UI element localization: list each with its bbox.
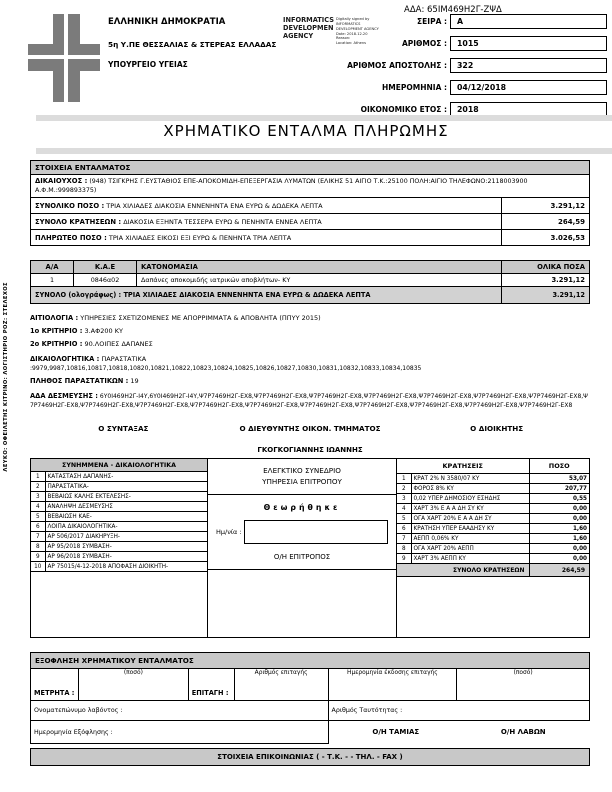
warrant-data-table [30, 160, 590, 246]
col-header-index: Α/Α [31, 261, 74, 274]
deductions-title: ΚΡΑΤΗΣΕΙΣ [397, 459, 529, 474]
field-value-box: 2018 [450, 102, 607, 117]
org-health-region: 5η Υ.ΠΕ ΘΕΣΣΑΛΙΑΣ & ΣΤΕΡΕΑΣ ΕΛΛΑΔΑΣ [108, 40, 277, 49]
field-label: ΑΡΙΘΜΟΣ ΑΠΟΣΤΟΛΗΣ : [347, 60, 447, 70]
beneficiary-text: (948) ΤΣΙΓΚΡΗΣ Γ.ΕΥΣΤΑΘΙΟΣ ΕΠΕ-ΑΠΟΚΟΜΙΔΗ-ΕΠΕΞΕΡΓΑΣΙΑ ΛΥΜΑΤΩΝ (ΕΛΙΚΗΣ 51 ΑΙΓΙΟ Τ.Κ.:25100 ΠΟΛΗ:ΑΙΓΙΟ ΤΗΛΕΦΩΝΟ:2118003900 Α.Φ.Μ.:999893375) [35, 178, 528, 194]
deductions-table [397, 459, 589, 577]
cash-label: ΜΕΤΡΗΤΑ : [31, 669, 79, 701]
attachment-text: ΒΕΒΑΙΩΣΗ ΚΑΕ- [45, 512, 207, 522]
attachment-row [31, 502, 207, 512]
field-value-box: 322 [450, 58, 607, 73]
signatures-row [30, 424, 590, 454]
deduction-row [397, 494, 589, 504]
deduction-text: ΦΟΡΟΣ 8% ΚΥ [411, 484, 529, 494]
deduction-amount: 0,00 [529, 544, 589, 554]
attachment-row [31, 562, 207, 572]
field-value-box: 1015 [450, 36, 607, 51]
kae-total-label: ΣΥΝΟΛΟ (ολογράφως) : [35, 291, 122, 299]
attachment-num: 8 [31, 542, 45, 552]
field-label: ΗΜΕΡΟΜΗΝΙΑ : [382, 82, 447, 92]
total-amount-row [31, 198, 590, 214]
criterion1-line [30, 327, 590, 335]
criterion2-line [30, 340, 590, 348]
attachment-num: 1 [31, 472, 45, 482]
cashier-label: Ο/Η ΤΑΜΙΑΣ [372, 728, 420, 737]
deduction-amount: 0,00 [529, 504, 589, 514]
deduction-row [397, 514, 589, 524]
field-label: ΣΕΙΡΑ : [417, 16, 447, 26]
details-block [30, 314, 590, 410]
kae-row [31, 274, 590, 287]
attachment-num: 4 [31, 502, 45, 512]
audit-header [208, 459, 396, 495]
attachments-column [31, 459, 208, 637]
attachment-text: ΑΡ 95/2018 ΣΥΜΒΑΣΗ- [45, 542, 207, 552]
row-text: ΤΡΙΑ ΧΙΛΙΑΔΕΣ ΔΙΑΚΟΣΙΑ ΕΝΝΕΝΗΝΤΑ ΕΝΑ ΕΥΡΩ & ΔΩΔΕΚΑ ΛΕΠΤΑ [106, 201, 323, 210]
settlement-section [30, 652, 590, 744]
org-republic: ΕΛΛΗΝΙΚΗ ΔΗΜΟΚΡΑΤΙΑ [108, 17, 226, 27]
cheque-amount-cell: (ποσό) [457, 669, 590, 701]
deduction-num: 8 [397, 544, 411, 554]
field-value-box: Α [450, 14, 607, 29]
deduction-text: ΟΓΑ ΧΑΡΤ 20% Ε Α Α ΔΗ ΣΥ [411, 514, 529, 524]
settlement-row-3 [31, 721, 590, 744]
deduction-text: ΧΑΡΤ 3% Ε Α Α ΔΗ ΣΥ ΚΥ [411, 504, 529, 514]
attachment-text: ΠΑΡΑΣΤΑΤΙΚΑ- [45, 482, 207, 492]
attachment-num: 7 [31, 532, 45, 542]
commit-text: 6Υ0Ι469Η2Γ-Ι4Υ,6Υ0Ι469Η2Γ-Ι4Υ,Ψ7Ρ7469Η2Γ-ΕΧ8,Ψ7Ρ7469Η2Γ-ΕΧ8,Ψ7Ρ7469Η2Γ-ΕΧ8,Ψ7Ρ7469Η2Γ-ΕΧ8,Ψ7Ρ7469Η2Γ-ΕΧ8,Ψ7Ρ7469Η2Γ-ΕΧ8,Ψ7Ρ7469Η2Γ-ΕΧ8,Ψ7Ρ7469Η2Γ-ΕΧ8,Ψ7Ρ7469Η2Γ-ΕΧ8,Ψ7Ρ7469Η2Γ-ΕΧ8,Ψ7Ρ7469Η2Γ-ΕΧ8,Ψ7Ρ7469Η2Γ-ΕΧ8,Ψ7Ρ7469Η2Γ-ΕΧ8,Ψ7Ρ7469Η2Γ-ΕΧ8,Ψ7Ρ7469Η2Γ-ΕΧ8,Ψ7Ρ7469Η2Γ-ΕΧ8,Ψ7Ρ7469Η2Γ-ΕΧ8 [30, 393, 588, 409]
row-label: ΣΥΝΟΛΙΚΟ ΠΟΣΟ : [35, 201, 105, 210]
approved-stamp-text: Θεωρήθηκε [263, 502, 341, 512]
row-amount: 3.026,53 [502, 230, 590, 246]
docs-label: ΔΙΚΑΙΟΛΟΓΗΤΙΚΑ : [30, 355, 100, 363]
deduction-row [397, 544, 589, 554]
deduction-row [397, 554, 589, 564]
audit-body [208, 495, 396, 570]
stamp-small-line: Digitally signed by [335, 17, 370, 21]
attachments-title: ΣΥΝΗΜΜΕΝΑ - ΔΙΚΑΙΟΛΟΓΗΤΙΚΑ [31, 459, 207, 472]
deduction-amount: 0,55 [529, 494, 589, 504]
deductions-amount-header: ΠΟΣΟ [529, 459, 589, 474]
field-dispatch-number [267, 57, 607, 73]
kae-row-code: 0846α02 [74, 274, 137, 287]
criterion2-label: 2ο ΚΡΙΤΗΡΙΟ : [30, 340, 83, 348]
payable-amount-row [31, 230, 590, 246]
deductions-total-row [397, 564, 589, 577]
reason-text: ΥΠΗΡΕΣΙΕΣ ΣΧΕΤΙΖΟΜΕΝΕΣ ΜΕ ΑΠΟΡΡΙΜΜΑΤΑ & ΑΠΟΒΛΗΤΑ (ΠΠΥΥ 2015) [80, 314, 321, 322]
kae-row-name: Δαπάνες αποκομιδής ιατρικών αποβλήτων- ΚΥ [137, 274, 502, 287]
deduction-row [397, 484, 589, 494]
attachment-num: 2 [31, 482, 45, 492]
row-amount: 3.291,12 [502, 198, 590, 214]
kae-table [30, 260, 590, 304]
kae-total-text [31, 287, 502, 304]
deduction-num: 5 [397, 514, 411, 524]
stamp-big-line2: DEVELOPMEN [283, 23, 334, 32]
health-cross-logo [28, 14, 100, 102]
deduction-amount: 207,77 [529, 484, 589, 494]
kae-total-amount: 3.291,12 [502, 287, 590, 304]
deduction-amount: 1,60 [529, 534, 589, 544]
audit-date-line [216, 520, 388, 544]
field-label: ΑΡΙΘΜΟΣ : [401, 38, 447, 48]
kae-row-amount: 3.291,12 [502, 274, 590, 287]
row-text: ΤΡΙΑ ΧΙΛΙΑΔΕΣ ΕΙΚΟΣΙ ΕΞΙ ΕΥΡΩ & ΠΕΝΗΝΤΑ ΤΡΙΑ ΛΕΠΤΑ [108, 233, 292, 242]
attachment-num: 5 [31, 512, 45, 522]
attachment-num: 3 [31, 492, 45, 502]
director-signature [217, 424, 404, 454]
attachment-row [31, 522, 207, 532]
divider-band [36, 115, 612, 121]
attachment-num: 9 [31, 552, 45, 562]
org-ministry: ΥΠΟΥΡΓΕΙΟ ΥΓΕΙΑΣ [108, 60, 188, 69]
field-value-box: 04/12/2018 [450, 80, 607, 95]
cheque-label: ΕΠΙΤΑΓΗ : [188, 669, 234, 701]
attachments-audit-deductions-block [30, 458, 590, 638]
deduction-num: 9 [397, 554, 411, 564]
row-text: ΔΙΑΚΟΣΙΑ ΕΞΗΝΤΑ ΤΕΣΣΕΡΑ ΕΥΡΩ & ΠΕΝΗΝΤΑ ΕΝΝΕΑ ΛΕΠΤΑ [123, 217, 322, 226]
count-label: ΠΛΗΘΟΣ ΠΑΡΑΣΤΑΤΙΚΩΝ : [30, 377, 129, 385]
docs-numbers: :9979,9987,10816,10817,10818,10820,10821,10822,10823,10824,10825,10826,10827,10830,10831,10832,10833,10834,10835 [30, 365, 422, 372]
deduction-num: 4 [397, 504, 411, 514]
attachment-text: ΑΡ 75015/4-12-2018 ΑΠΟΦΑΣΗ ΔΙΟΙΚΗΤΗ- [45, 562, 207, 572]
supporting-docs-line [30, 355, 590, 363]
deduction-text: ΑΕΠΠ 0,06% ΚΥ [411, 534, 529, 544]
director-title: Ο ΔΙΕΥΘΥΝΤΗΣ ΟΙΚΟΝ. ΤΜΗΜΑΤΟΣ [239, 424, 381, 433]
row-label: ΣΥΝΟΛΟ ΚΡΑΤΗΣΕΩΝ : [35, 217, 122, 226]
stamp-small-line: DEVELOPMENT AGENCY [335, 26, 379, 31]
attachment-text: ΑΡ 96/2018 ΣΥΜΒΑΣΗ- [45, 552, 207, 562]
contact-info-bar: ΣΤΟΙΧΕΙΑ ΕΠΙΚΟΙΝΩΝΙΑΣ ( - Τ.Κ. - - ΤΗΛ. - FAX ) [30, 748, 590, 766]
paid-date-cell: Ημερομηνία Εξόφλησης : [31, 721, 329, 744]
deduction-num: 2 [397, 484, 411, 494]
docs-text: ΠΑΡΑΣΤΑΤΙΚΑ [101, 355, 147, 363]
cross-horizontal-gap [28, 55, 100, 59]
cheque-date-cell: Ημερομηνία έκδοσης επιταγής [328, 669, 457, 701]
criterion1-label: 1ο ΚΡΙΤΗΡΙΟ : [30, 327, 83, 335]
col-header-name: ΚΑΤΟΝΟΜΑΣΙΑ [137, 261, 502, 274]
attachment-text: ΛΟΙΠΑ ΔΙΚΑΙΟΛΟΓΗΤΙΚΑ- [45, 522, 207, 532]
commit-label: ΑΔΑ ΔΕΣΜΕΥΣΗΣ : [30, 392, 98, 400]
row-label: ΠΛΗΡΩΤΕΟ ΠΟΣΟ : [35, 233, 107, 242]
stamp-small-line: Date: 2018.12.20 [335, 31, 368, 36]
deduction-text: 0,02 ΥΠΕΡ ΔΗΜΟΣΙΟΥ ΕΣΗΔΗΣ [411, 494, 529, 504]
ada-label: ΑΔΑ: [404, 5, 425, 15]
stamp-small-line: INFORMATICS [335, 21, 361, 26]
settlement-row-1 [31, 669, 590, 701]
deduction-amount: 0,00 [529, 554, 589, 564]
audit-court-line: ΕΛΕΓΚΤΙΚΟ ΣΥΝΕΔΡΙΟ [263, 466, 341, 475]
attachment-num: 10 [31, 562, 45, 572]
kae-row-index: 1 [31, 274, 74, 287]
receiver-label: Ο/Η ΛΑΒΩΝ [500, 728, 546, 737]
attachment-text: ΚΑΤΑΣΤΑΣΗ ΔΑΠΑΝΗΣ- [45, 472, 207, 482]
beneficiary-row [31, 175, 590, 198]
deduction-num: 7 [397, 534, 411, 544]
row-amount: 264,59 [502, 214, 590, 230]
stamp-small-line: Reason: [335, 36, 351, 41]
settlement-row-2 [31, 701, 590, 721]
stamp-small-line: Location: Athens [335, 41, 366, 46]
director-name: ΓΚΟΓΚΟΓΙΑΝΝΗΣ ΙΩΑΝΝΗΣ [257, 446, 363, 454]
deduction-row [397, 504, 589, 514]
kae-header-row [31, 261, 590, 274]
field-seira [267, 13, 607, 29]
deductions-total-label: ΣΥΝΟΛΟ ΚΡΑΤΗΣΕΩΝ [397, 564, 529, 577]
id-number-cell: Αριθμός Ταυτότητας : [328, 701, 589, 721]
deduction-text: ΧΑΡΤ 3% ΑΕΠΠ ΚΥ [411, 554, 529, 564]
section-title: ΣΤΟΙΧΕΙΑ ΕΝΤΑΛΜΑΤΟΣ [31, 161, 590, 175]
header-fields [267, 13, 607, 123]
stamp-big-line3: AGENCY [283, 31, 314, 40]
attachment-text: ΑΝΑΛΗΨΗ ΔΕΣΜΕΥΣΗΣ [45, 502, 207, 512]
audit-date-label: Ημ/νία : [216, 527, 242, 536]
cash-amount-cell: (ποσό) [78, 669, 188, 701]
deductions-total-amount: 264,59 [529, 564, 589, 577]
criterion1-text: 3.ΑΦ200 ΚΥ [84, 327, 123, 335]
kae-total-row [31, 287, 590, 304]
attachment-row [31, 482, 207, 492]
beneficiary-label: ΔΙΚΑΙΟΥΧΟΣ : [35, 177, 88, 185]
total-deductions-row [31, 214, 590, 230]
audit-date-box [244, 520, 388, 544]
col-header-kae: Κ.Α.Ε [74, 261, 137, 274]
deduction-text: ΟΓΑ ΧΑΡΤ 20% ΑΕΠΠ [411, 544, 529, 554]
attachment-row [31, 542, 207, 552]
cheque-number-cell: Αριθμός επιταγής [234, 669, 328, 701]
reason-line [30, 314, 590, 322]
ada-value: 65ΙΜ469Η2Γ-ΖΨΔ [427, 5, 502, 15]
deduction-text: ΚΡΑΤΗΣΗ ΥΠΕΡ ΕΑΑΔΗΣΥ ΚΥ [411, 524, 529, 534]
attachment-row [31, 532, 207, 542]
deduction-amount: 53,07 [529, 474, 589, 484]
attachments-table [31, 459, 207, 572]
attachment-text: ΒΕΒΑΙΩΣ ΚΑΛΗΣ ΕΚΤΕΛΕΣΗΣ- [45, 492, 207, 502]
settlement-title: ΕΞΟΦΛΗΣΗ ΧΡΗΜΑΤΙΚΟΥ ΕΝΤΑΛΜΑΤΟΣ [30, 652, 590, 668]
deduction-text: ΚΡΑΤ 2% Ν 3580/07 ΚΥ [411, 474, 529, 484]
kae-total-words: ΤΡΙΑ ΧΙΛΙΑΔΕΣ ΔΙΑΚΟΣΙΑ ΕΝΝΕΝΗΝΤΑ ΕΝΑ ΕΥΡΩ & ΔΩΔΕΚΑ ΛΕΠΤΑ [123, 291, 371, 299]
audit-column [208, 459, 396, 637]
field-date [267, 79, 607, 95]
attachment-text: ΑΡ 506/2017 ΔΙΑΚΗΡΥΞΗ- [45, 532, 207, 542]
attachment-row [31, 472, 207, 482]
attachment-row [31, 492, 207, 502]
audit-service-line: ΥΠΗΡΕΣΙΑ ΕΠΙΤΡΟΠΟΥ [262, 476, 342, 486]
settlement-table [30, 668, 590, 744]
field-label: ΟΙΚΟΝΟΜΙΚΟ ΕΤΟΣ : [360, 104, 447, 114]
payee-name-cell: Ονοματεπώνυμο λαβόντος : [31, 701, 329, 721]
drafter-signature: Ο ΣΥΝΤΑΞΑΣ [98, 424, 149, 433]
deductions-column [396, 459, 589, 637]
deduction-num: 6 [397, 524, 411, 534]
reason-label: ΑΙΤΙΟΛΟΓΙΑ : [30, 314, 79, 322]
commander-signature: Ο ΔΙΟΙΚΗΤΗΣ [470, 424, 524, 433]
attachment-num: 6 [31, 522, 45, 532]
deduction-num: 1 [397, 474, 411, 484]
deduction-row [397, 524, 589, 534]
count-value: 19 [130, 377, 139, 385]
deduction-row [397, 474, 589, 484]
deduction-amount: 1,60 [529, 524, 589, 534]
criterion2-text: 90.ΛΟΙΠΕΣ ΔΑΠΑΝΕΣ [84, 340, 153, 348]
settlement-signatures-cell [328, 721, 589, 744]
commissioner-label: Ο/Η ΕΠΙΤΡΟΠΟΣ [273, 552, 331, 561]
deduction-num: 3 [397, 494, 411, 504]
deductions-header-row [397, 459, 589, 474]
deduction-row [397, 534, 589, 544]
docs-count-line [30, 377, 590, 385]
copy-color-note: ΛΕΥΚΟ: ΟΦΕΙΛΕΤΗΣ ΚΙΤΡΙΝΟ: ΛΟΓΙΣΤΗΡΙΟ ΡΟΖ: ΣΤΕΛΕΧΟΣ [3, 282, 9, 472]
document-title: ΧΡΗΜΑΤΙΚΟ ΕΝΤΑΛΜΑ ΠΛΗΡΩΜΗΣ [163, 122, 449, 140]
col-header-amount: ΟΛΙΚΑ ΠΟΣΑ [502, 261, 590, 274]
attachment-row [31, 512, 207, 522]
stamp-big-line1: INFORMATICS [283, 16, 334, 24]
attachment-row [31, 552, 207, 562]
commitment-ada-line [30, 392, 590, 410]
divider-band [36, 148, 612, 154]
deduction-amount: 0,00 [529, 514, 589, 524]
